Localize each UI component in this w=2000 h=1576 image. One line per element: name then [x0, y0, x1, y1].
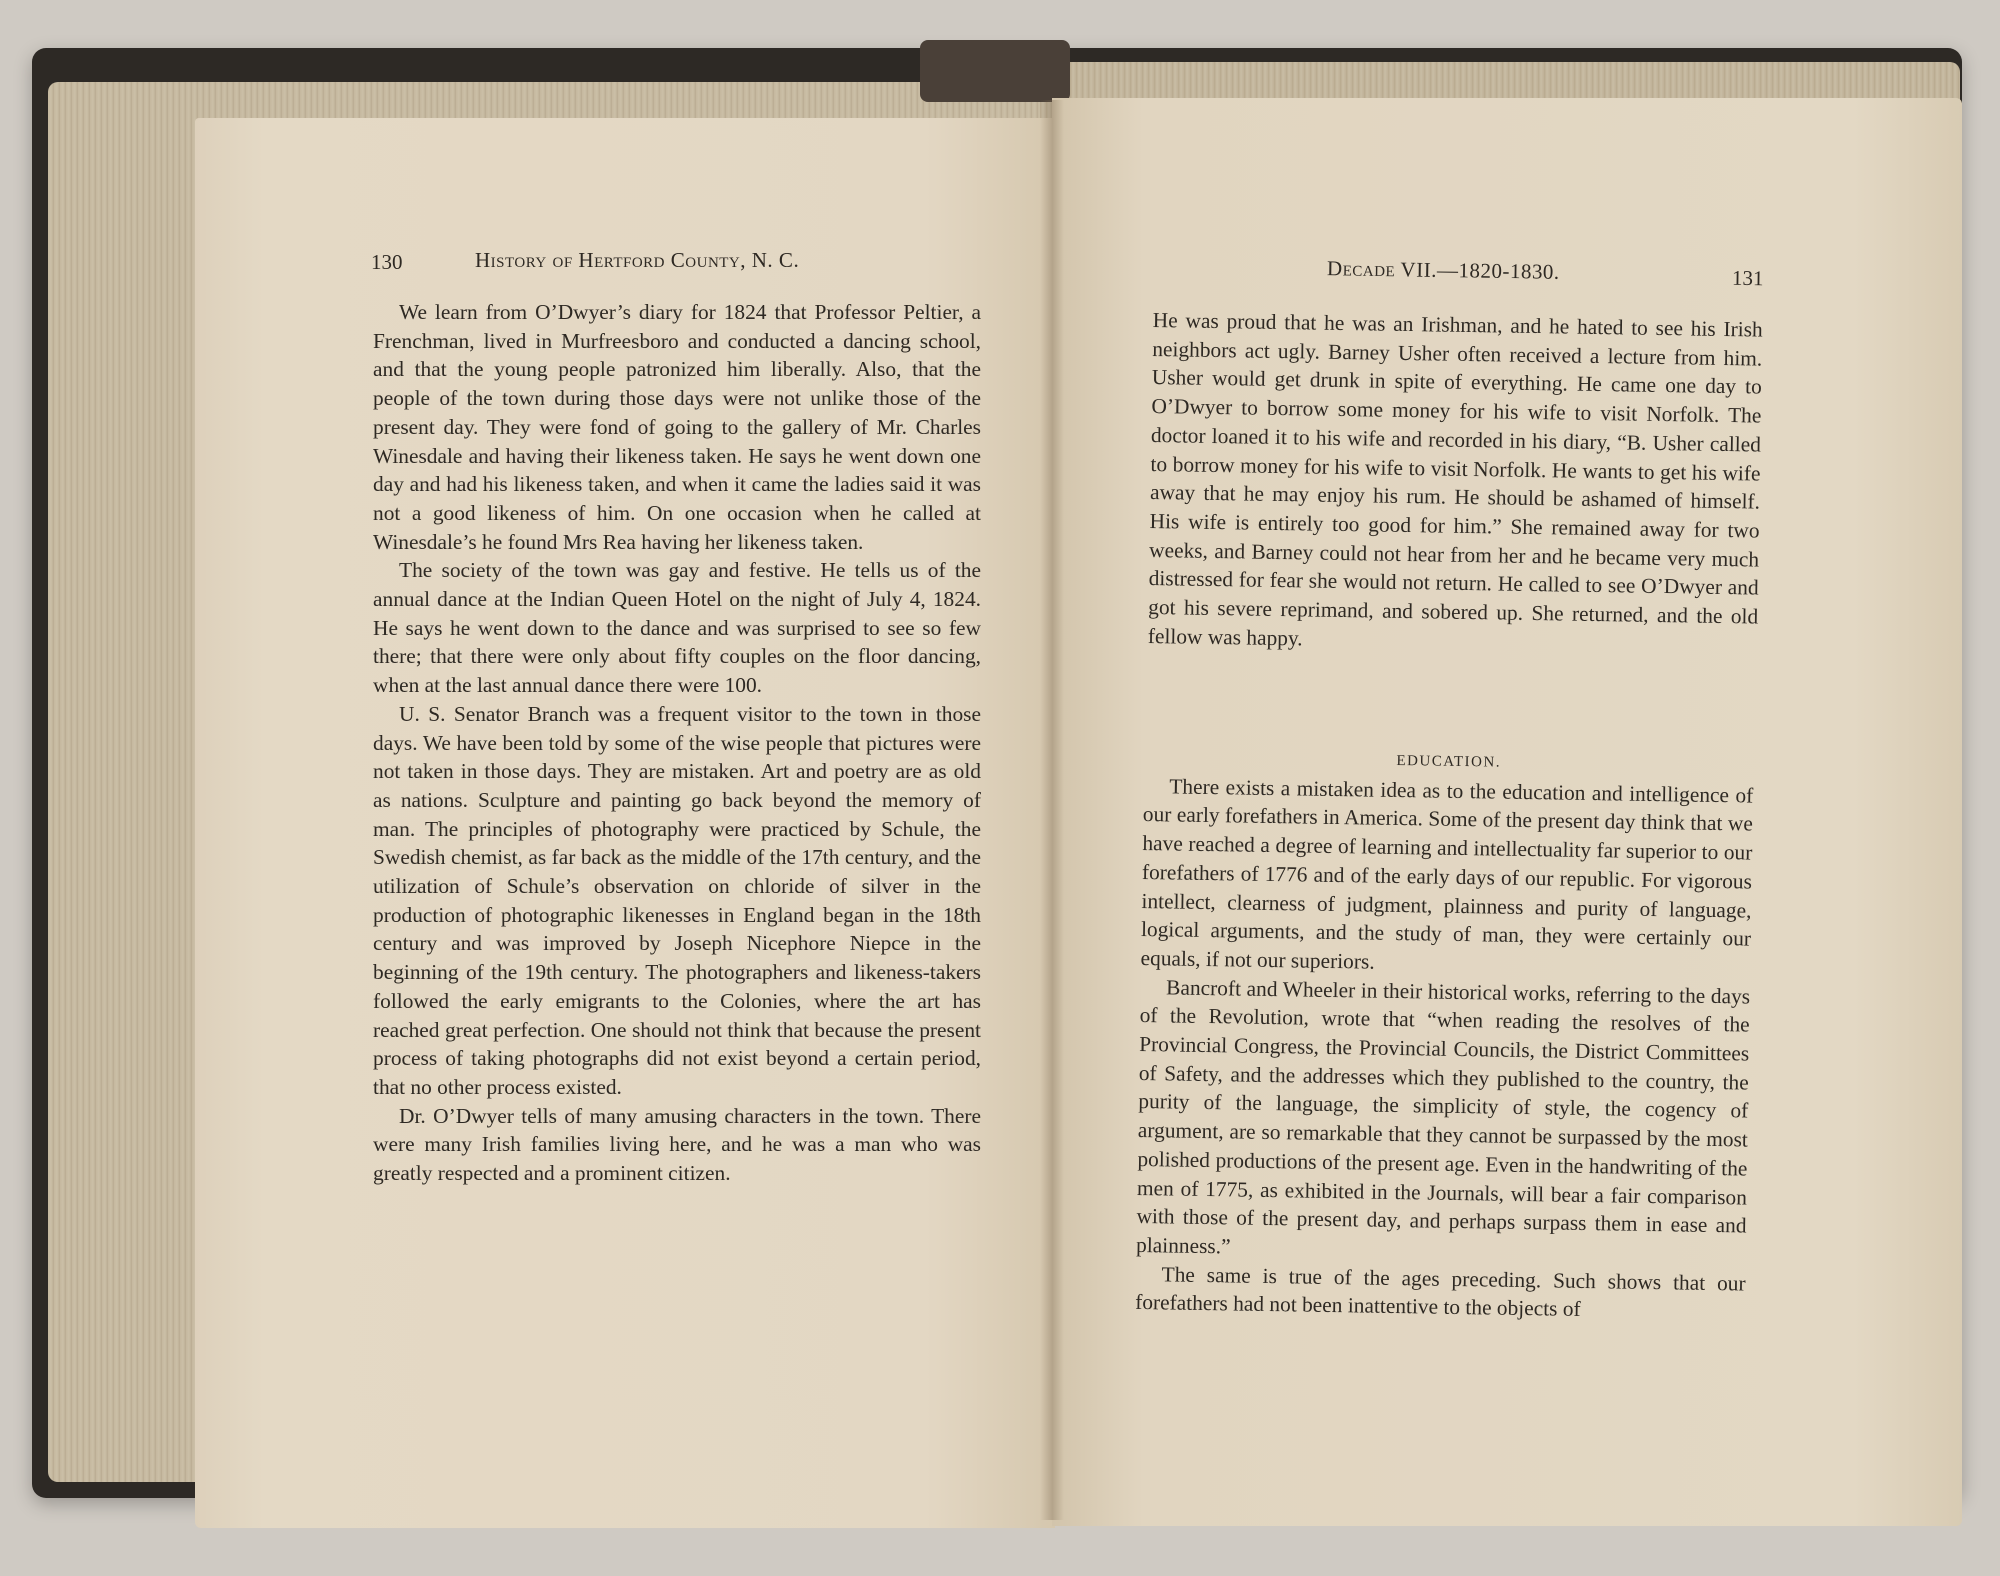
page-number-right: 131: [1731, 265, 1764, 291]
left-page: [195, 118, 1055, 1528]
running-head-left: History of Hertford County, N. C.: [475, 248, 800, 272]
running-head-right: Decade VII.—1820-1830.: [1326, 256, 1560, 284]
paragraph: We learn from O’Dwyer’s diary for 1824 that Professor Peltier, a Frenchman, lived in Murfreesboro and conducted a dancing school, and that the young people patronized him liberally. Also, that the people of the town during those days were not unlike those of the present day. They were fond of going to the gallery of Mr. Charles Winesdale and having their likeness taken. He says he went down one day and had his likeness taken, and when it came the ladies said it was not a good likeness of him. On one occasion when he called at Winesdale’s he found Mrs Rea having her likeness taken.: [373, 300, 981, 554]
left-page-text: [373, 298, 981, 1188]
paragraph: There exists a mistaken idea as to the education and intelligence of our early forefathers in America. Some of the present day think that we have reached a degree of learning and intellectuality far superior to our forefathers of 1776 and of the early days of our republic. For vigorous intellect, clearness of judgment, plainness and purity of language, logical arguments, and the study of man, they were certainly our equals, if not our superiors.: [1140, 774, 1754, 974]
paragraph: The society of the town was gay and festive. He tells us of the annual dance at the Indian Queen Hotel on the night of July 4, 1824. He says he went down to the dance and was surprised to see so few there; that there were only about fifty couples on the floor dancing, when at the last annual dance there were 100.: [373, 558, 981, 698]
right-page: [1052, 98, 1962, 1526]
right-page-text-education: [1135, 743, 1754, 1327]
right-page-text-top: [1148, 306, 1763, 660]
paragraph: The same is true of the ages preceding. Such shows that our forefathers had not been inattentive to the objects of: [1135, 1262, 1746, 1322]
paragraph: U. S. Senator Branch was a frequent visitor to the town in those days. We have been told by some of the wise people that pictures were not taken in those days. They are mistaken. Art and poetry are as old as nations. Sculpture and painting go back beyond the memory of man. The principles of photography were practiced by Schule, the Swedish chemist, as far back as the middle of the 17th century, and the utilization of Schule’s observation on chloride of silver in the production of photographic likenesses in England began in the 18th century and was improved by Joseph Nicephore Niepce in the beginning of the 19th century. The photographers and likeness-takers followed the early emigrants to the Colonies, where the art has reached great perfection. One should not think that because the present process of taking photographs did not exist beyond a certain period, that no other process existed.: [373, 701, 981, 1099]
paragraph: He was proud that he was an Irishman, and he hated to see his Irish neighbors act ugly. Barney Usher often received a lecture from him. Usher would get drunk in spite of everything. He came one day to O’Dwyer to borrow some money for his wife to visit Norfolk. The doctor loaned it to his wife and recorded in his diary, “B. Usher called to borrow money for his wife to visit Norfolk. He wants to get his wife away that he may enjoy his rum. He should be ashamed of himself. His wife is entirely too good for him.” She remained away for two weeks, and Barney could not hear from her and he became very much distressed for fear she would not return. He called to see O’Dwyer and got his severe reprimand, and sobered up. She returned, and the old fellow was happy.: [1147, 307, 1763, 651]
page-number-left: 130: [371, 250, 403, 274]
book-gutter: [1040, 100, 1064, 1520]
section-heading: EDUCATION.: [1396, 752, 1502, 771]
book-spine: [920, 40, 1070, 102]
paragraph: Dr. O’Dwyer tells of many amusing characters in the town. There were many Irish families living here, and he was a man who was greatly respected and a prominent citizen.: [373, 1103, 981, 1186]
paragraph: Bancroft and Wheeler in their historical works, referring to the days of the Revolution, wrote that “when reading the resolves of the Provincial Congress, the Provincial Councils, the District Committees of Safety, and the addresses which they published to the country, the purity of the language, the simplicity of style, the cogency of argument, are so remarkable that they cannot be surpassed by the most polished productions of the present age. Even in the handwriting of the men of 1775, as exhibited in the Journals, will bear a fair comparison with those of the present day, and perhaps surpass them in ease and plainness.”: [1135, 975, 1751, 1259]
